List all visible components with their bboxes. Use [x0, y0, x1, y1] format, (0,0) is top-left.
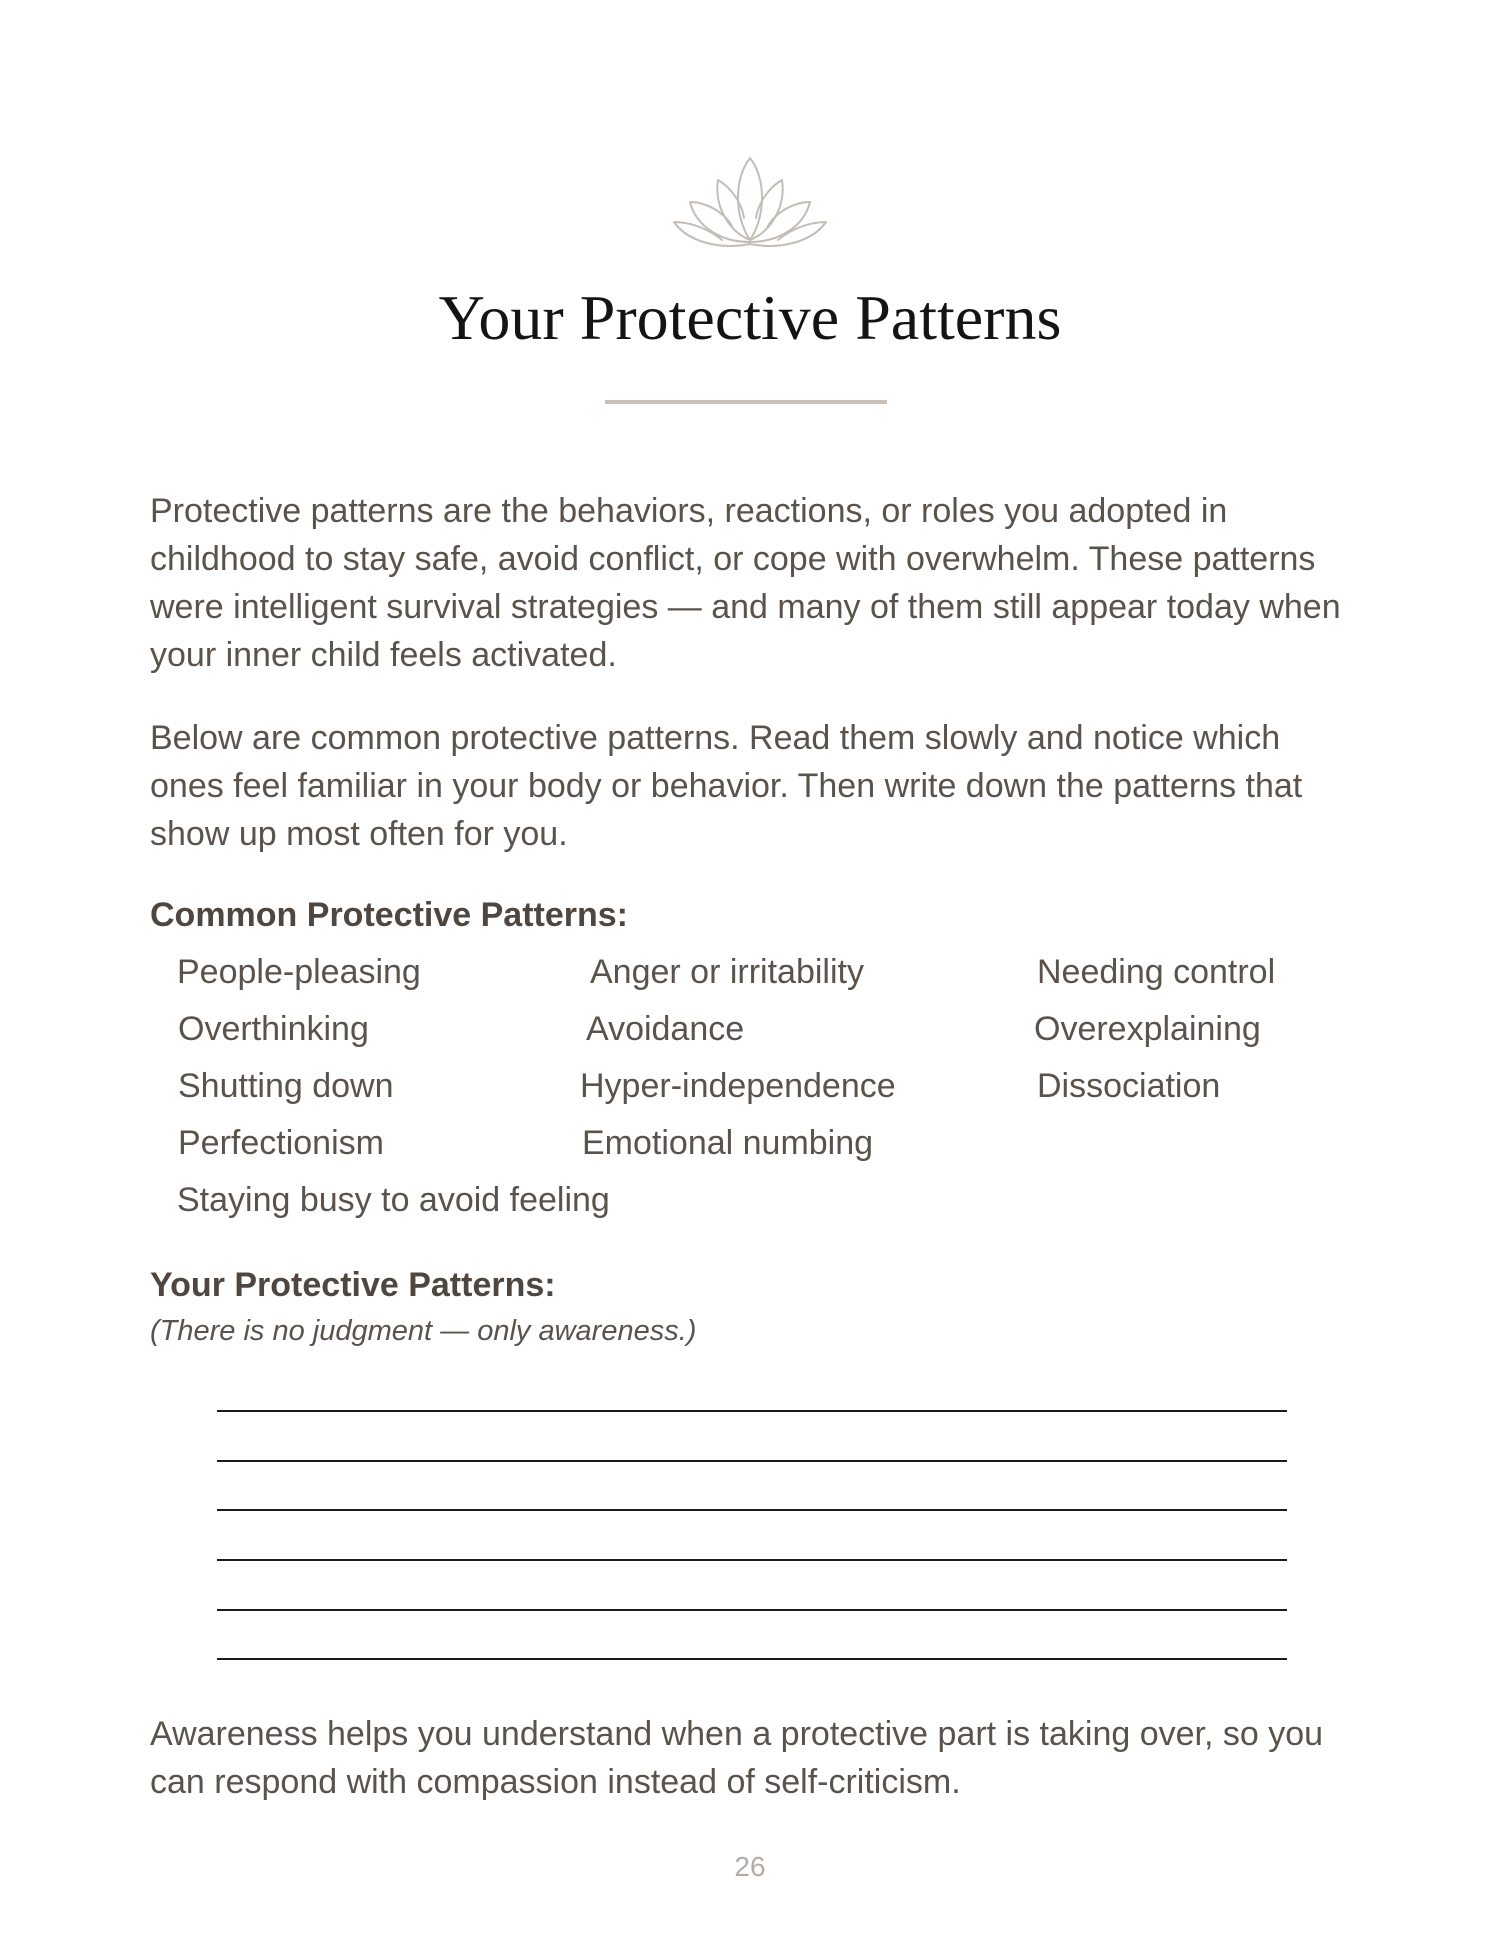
pattern-item: Overthinking	[178, 1010, 369, 1048]
writing-line[interactable]	[217, 1410, 1287, 1412]
closing-paragraph: Awareness helps you understand when a protective part is taking over, so you can respond with compassion instead of self-criticism.	[150, 1715, 1324, 1801]
no-judgment-note: (There is no judgment — only awareness.)	[150, 1315, 697, 1347]
pattern-item: Shutting down	[178, 1067, 394, 1105]
pattern-item: Overexplaining	[1034, 1010, 1261, 1048]
writing-line[interactable]	[217, 1609, 1287, 1611]
writing-line[interactable]	[217, 1509, 1287, 1511]
lotus-icon	[670, 152, 830, 252]
pattern-item: Staying busy to avoid feeling	[177, 1181, 610, 1219]
pattern-item: Emotional numbing	[582, 1124, 874, 1162]
pattern-item: Dissociation	[1037, 1067, 1221, 1105]
page-title: Your Protective Patterns	[438, 282, 1062, 353]
common-patterns-heading: Common Protective Patterns:	[150, 896, 628, 934]
title-divider	[605, 400, 887, 404]
your-patterns-heading: Your Protective Patterns:	[150, 1266, 556, 1304]
writing-line[interactable]	[217, 1559, 1287, 1561]
pattern-item: Anger or irritability	[590, 953, 864, 991]
pattern-item: Perfectionism	[178, 1124, 384, 1162]
intro-paragraph: Protective patterns are the behaviors, reactions, or roles you adopted in childhood to stay safe, avoid conflict, or cope with overwhelm. These patterns were intelligent survival strategies — and many of them still appear today when your inner child feels activated.	[150, 492, 1341, 674]
writing-line[interactable]	[217, 1460, 1287, 1462]
pattern-item: Hyper-independence	[580, 1067, 896, 1105]
writing-line[interactable]	[217, 1658, 1287, 1660]
pattern-item: People-pleasing	[177, 953, 421, 991]
page-number: 26	[734, 1851, 766, 1882]
pattern-item: Needing control	[1037, 953, 1276, 991]
instructions-paragraph: Below are common protective patterns. Read them slowly and notice which ones feel familiar in your body or behavior. Then write down the patterns that show up most often for you.	[150, 719, 1303, 853]
pattern-item: Avoidance	[586, 1010, 745, 1048]
